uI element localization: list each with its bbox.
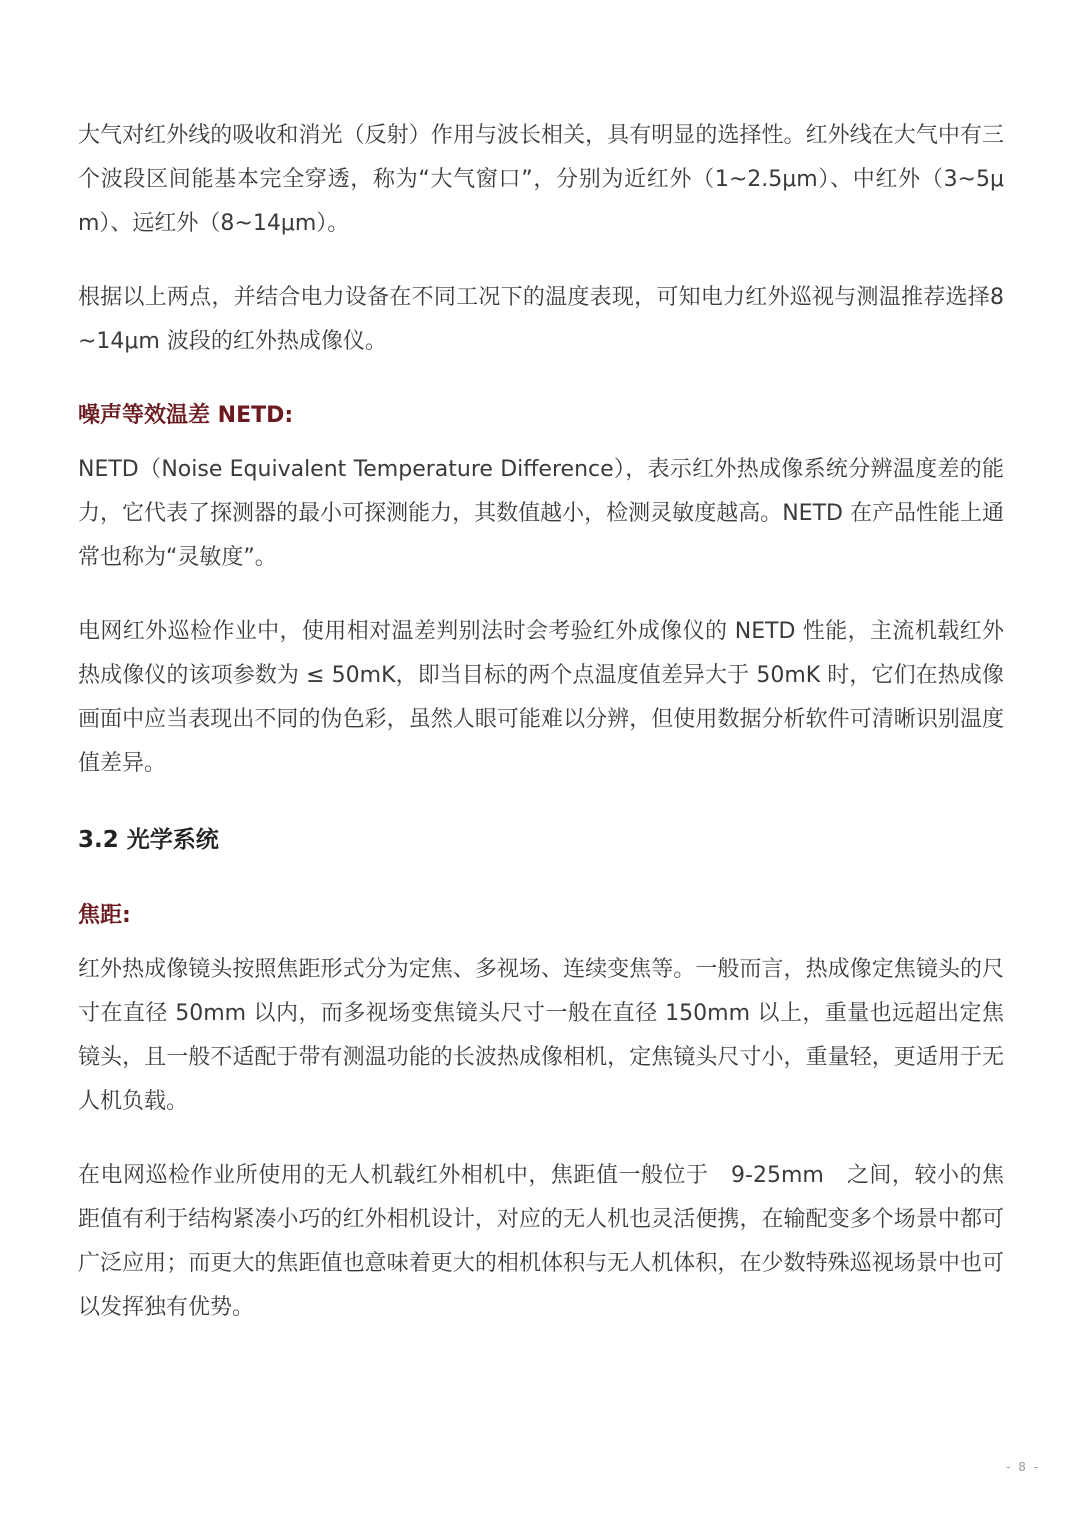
heading-section-3-2: 3.2 光学系统 [78, 827, 219, 853]
paragraph-band-recommendation: 根据以上两点，并结合电力设备在不同工况下的温度表现，可知电力红外巡视与测温推荐选择8~14μm 波段的红外热成像仪。 [78, 285, 1004, 354]
paragraph-focal-types: 红外热成像镜头按照焦距形式分为定焦、多视场、连续变焦等。一般而言，热成像定焦镜头的尺寸在直径 50mm 以内，而多视场变焦镜头尺寸一般在直径 150mm 以上，重量也远超出定焦镜头，且一般不适配于带有测温功能的长波热成像相机，定焦镜头尺寸小，重量轻，更适用于无人机负载。 [78, 957, 1004, 1114]
paragraph-netd-grid: 电网红外巡检作业中，使用相对温差判别法时会考验红外成像仪的 NETD 性能，主流机载红外热成像仪的该项参数为 ≤ 50mK，即当目标的两个点温度值差异大于 50mK 时，它们在热成像画面中应当表现出不同的伪色彩，虽然人眼可能难以分辨，但使用数据分析软件可清晰识别温度值差异。 [78, 619, 1004, 776]
paragraph-netd-definition: NETD（Noise Equivalent Temperature Difference），表示红外热成像系统分辨温度差的能力，它代表了探测器的最小可探测能力，其数值越小，检测灵敏度越高。NETD 在产品性能上通常也称为“灵敏度”。 [78, 457, 1004, 570]
paragraph-atmospheric-window: 大气对红外线的吸收和消光（反射）作用与波长相关，具有明显的选择性。红外线在大气中有三个波段区间能基本完全穿透，称为“大气窗口”，分别为近红外（1~2.5μm）、中红外（3~5μm）、远红外（8~14μm）。 [78, 123, 1004, 236]
heading-focal-length: 焦距: [78, 903, 131, 928]
page-number: - 8 - [1006, 1460, 1040, 1474]
document-page [78, 114, 1004, 1330]
paragraph-focal-grid: 在电网巡检作业所使用的无人机载红外相机中，焦距值一般位于 9-25mm 之间，较小的焦距值有利于结构紧凑小巧的红外相机设计，对应的无人机也灵活便携，在输配变多个场景中都可广泛应用；而更大的焦距值也意味着更大的相机体积与无人机体积，在少数特殊巡视场景中也可以发挥独有优势。 [78, 1163, 1004, 1320]
heading-netd: 噪声等效温差 NETD: [78, 403, 294, 428]
